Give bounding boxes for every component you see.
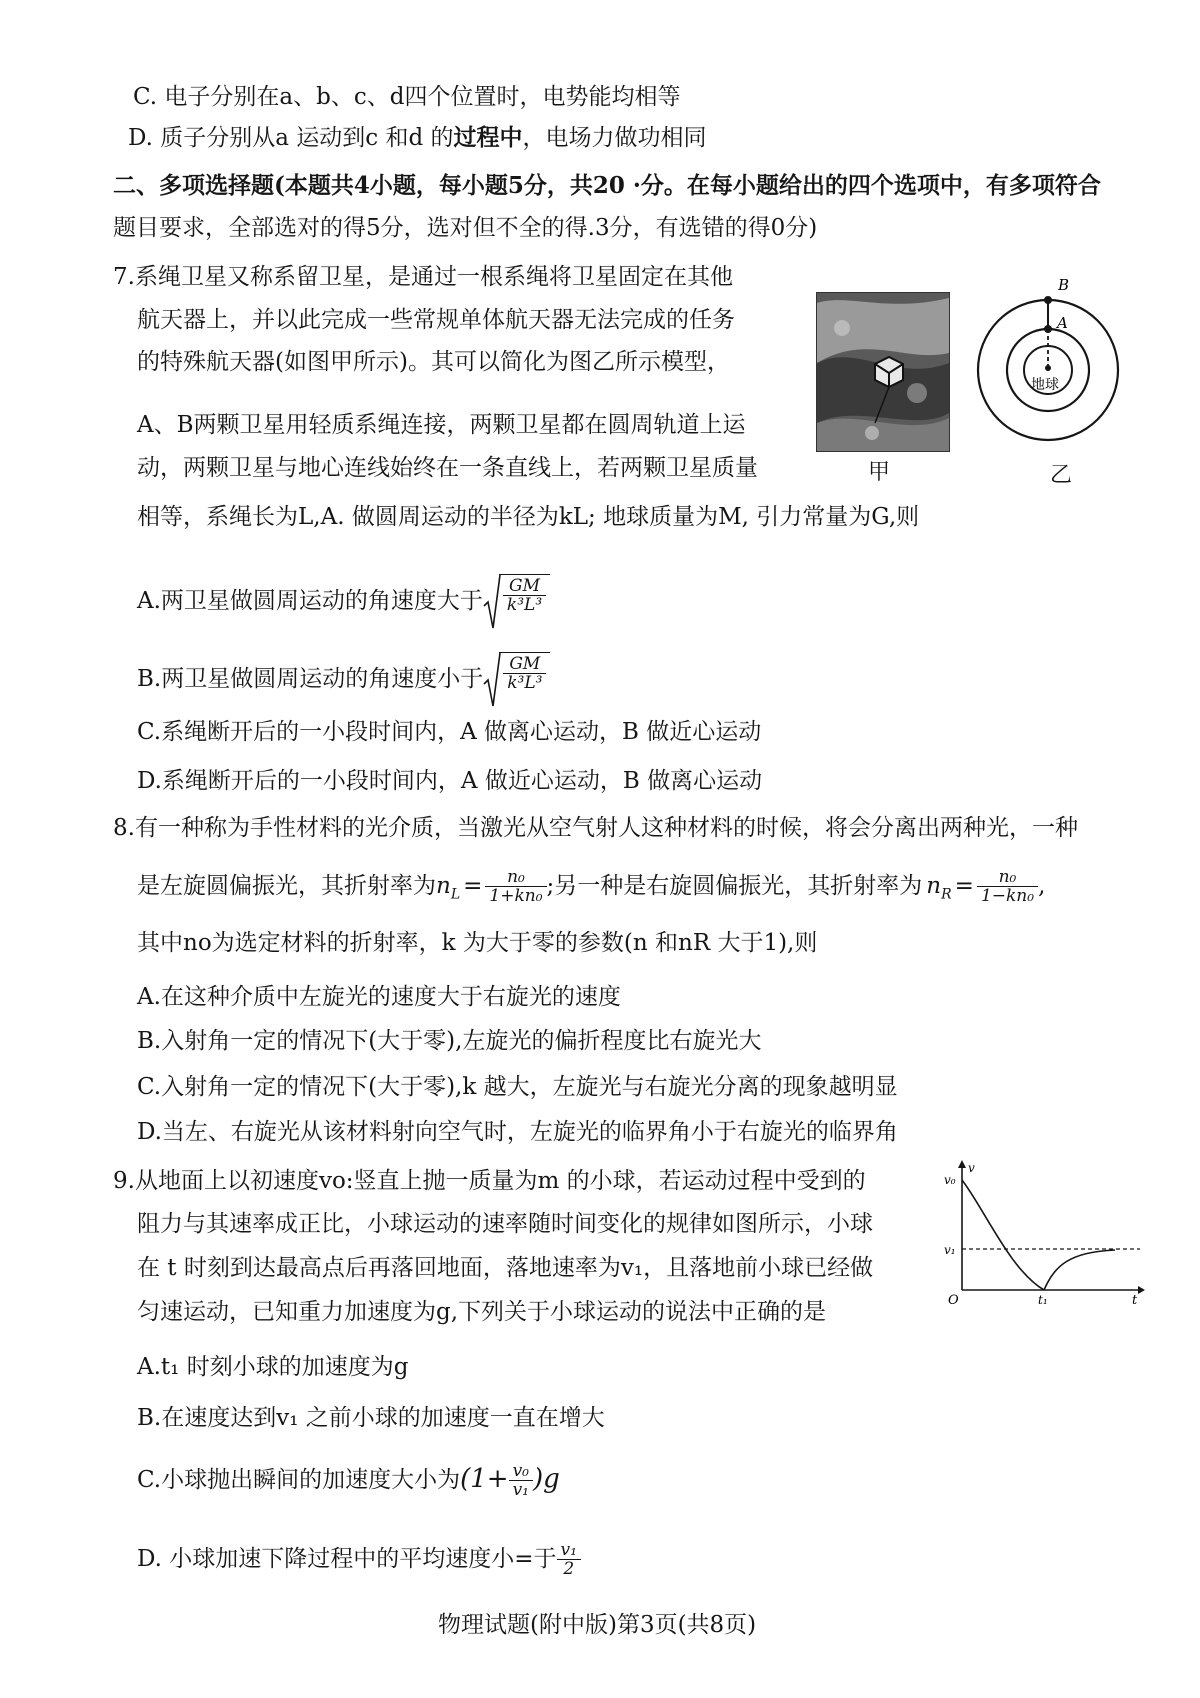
rising-phase-curve	[962, 1180, 1044, 1290]
q7-line-2: 航天器上，并以此完成一些常规单体航天器无法完成的任务	[137, 307, 735, 333]
nr-fraction	[977, 868, 1038, 906]
q8-line-3: 其中no为选定材料的折射率，k 为大于零的参数(n 和nR 大于1),则	[137, 930, 818, 956]
sqrt-numerator: GM	[503, 577, 546, 596]
nl-symbol: $n_L$	[436, 873, 461, 903]
nl-denominator: 1+kn₀	[489, 886, 543, 906]
section-heading-text: 二、多项选择题(本题共4小题，每小题5分，共20 ·分。在每小题给出的四个选项中，有多项符合	[113, 172, 1101, 199]
q6d-text-1: D. 质子分别从a 运动到c 和d 的	[128, 125, 454, 151]
tethered-satellite-photo-graphic	[817, 293, 949, 451]
q6d-text-2: ，电场力做功相同	[522, 125, 707, 151]
nl-numerator: n₀	[485, 868, 546, 887]
label-t1: t₁	[1038, 1293, 1048, 1305]
radical-sign-icon	[483, 652, 501, 708]
page-footer: 物理试题(附中版)第3页(共8页)	[438, 1612, 757, 1638]
c-close-paren: )g	[533, 1464, 560, 1494]
q9-line-1: 9.从地面上以初速度vo:竖直上抛一质量为m 的小球，若运动过程中受到的	[113, 1168, 866, 1194]
section-heading	[113, 171, 1101, 201]
q8-text-1: 是左旋圆偏振光，其折射率为	[137, 873, 436, 899]
v-axis-arrow-icon	[958, 1160, 966, 1168]
satellite-a-dot	[1044, 325, 1052, 333]
c-numerator: v₀	[509, 1462, 533, 1481]
q7-option-d: D.系绳断开后的一小段时间内，A 做近心运动，B 做离心运动	[137, 768, 763, 794]
sqrt-numerator: GM	[503, 655, 546, 674]
d-numerator: v₁	[557, 1541, 581, 1560]
c-open-paren: (1+	[460, 1464, 509, 1494]
sqrt-denominator: k³L³	[507, 673, 543, 693]
q9d-text: D. 小球加速下降过程中的平均速度小	[137, 1546, 515, 1572]
q8-line-1: 8.有一种称为手性材料的光介质，当激光从空气射人这种材料的时候，将会分离出两种光，一种	[113, 815, 1078, 841]
label-origin: O	[948, 1293, 959, 1305]
comma: ,	[1038, 873, 1046, 899]
nr-numerator: n₀	[977, 868, 1038, 887]
q7-line-5: 动，两颗卫星与地心连线始终在一条直线上，若两颗卫星质量	[137, 455, 758, 481]
label-earth: 地球	[1031, 377, 1059, 393]
q7-line-3: 的特殊航天器(如图甲所示)。其可以简化为图乙所示模型，	[137, 349, 730, 375]
label-v: v	[968, 1161, 975, 1175]
q7-option-a	[137, 574, 550, 630]
q8-option-d: D.当左、右旋光从该材料射向空气时，左旋光的临界角小于右旋光的临界角	[137, 1119, 898, 1145]
label-v0: v₀	[944, 1173, 956, 1187]
q9-option-a: A.t₁ 时刻小球的加速度为g	[137, 1354, 409, 1380]
q9-line-3: 在 t 时刻到达最高点后再落回地面，落地速率为v₁，且落地前小球已经做	[137, 1255, 874, 1281]
sqrt-expression-b	[483, 652, 550, 708]
q7a-text: A.两卫星做圆周运动的角速度大于	[137, 588, 483, 614]
q6-option-d	[128, 123, 707, 153]
figure-yi-caption: 乙	[1050, 463, 1073, 488]
q8-line-2	[137, 868, 1045, 910]
q7b-text: B.两卫星做圆周运动的角速度小于	[137, 666, 484, 692]
q6d-text-bold: 过程中	[453, 124, 523, 151]
radical-sign-icon	[483, 574, 501, 630]
q8-option-c: C.入射角一定的情况下(大于零),k 越大，左旋光与右旋光分离的现象越明显	[137, 1074, 898, 1100]
q9d-prefix: =于	[514, 1546, 557, 1572]
nr-denominator: 1−kn₀	[980, 886, 1035, 906]
d-fraction	[557, 1541, 581, 1579]
q8-option-b: B.入射角一定的情况下(大于零),左旋光的偏折程度比右旋光大	[137, 1028, 762, 1054]
sqrt-denominator: k³L³	[506, 595, 543, 615]
label-t: t	[1132, 1293, 1138, 1305]
q9-line-4: 匀速运动，已知重力加速度为g,下列关于小球运动的说法中正确的是	[137, 1299, 827, 1325]
label-a: A	[1057, 314, 1068, 332]
q8-option-a: A.在这种介质中左旋光的速度大于右旋光的速度	[137, 984, 621, 1010]
falling-phase-curve	[1044, 1250, 1115, 1290]
q9-option-b: B.在速度达到v₁ 之前小球的加速度一直在增大	[137, 1405, 605, 1431]
q8-text-2: ;另一种是右旋圆偏振光，其折射率为	[546, 873, 923, 899]
q7-line-4: A、B两颗卫星用轻质系绳连接，两颗卫星都在圆周轨道上运	[137, 412, 746, 438]
equals-sign: =	[463, 873, 483, 899]
velocity-time-graph	[940, 1160, 1145, 1305]
earth-center-dot	[1045, 365, 1051, 371]
q9-option-c	[137, 1462, 560, 1500]
label-v1: v₁	[944, 1243, 956, 1257]
q7-line-6: 相等，系绳长为L,A. 做圆周运动的半径为kL; 地球质量为M, 引力常量为G,则	[137, 504, 920, 530]
sqrt-expression-a	[483, 574, 550, 630]
q9-option-d	[137, 1541, 581, 1579]
d-denominator: 2	[563, 1559, 575, 1579]
q7-option-b	[137, 652, 550, 708]
equals-sign: =	[954, 873, 974, 899]
q9-line-2: 阻力与其速率成正比，小球运动的速率随时间变化的规律如图所示，小球	[137, 1211, 873, 1237]
q9c-text: C.小球抛出瞬间的加速度大小为	[137, 1467, 461, 1493]
nl-fraction	[485, 868, 546, 906]
c-denominator: v₁	[512, 1480, 529, 1500]
nr-symbol: $n_R$	[926, 873, 952, 903]
label-b: B	[1058, 276, 1070, 294]
figure-jia-caption: 甲	[868, 460, 891, 485]
tethered-satellite-photo	[816, 292, 950, 452]
orbit-diagram	[975, 270, 1130, 470]
q6-option-c: C. 电子分别在a、b、c、d四个位置时，电势能均相等	[133, 84, 681, 110]
q7-option-c: C.系绳断开后的一小段时间内，A 做离心运动，B 做近心运动	[137, 719, 762, 745]
t-axis-arrow-icon	[1138, 1286, 1145, 1294]
c-fraction	[509, 1462, 533, 1500]
satellite-b-dot	[1044, 296, 1052, 304]
q7-line-1: 7.系绳卫星又称系留卫星，是通过一根系绳将卫星固定在其他	[113, 264, 733, 290]
section-heading-2: 题目要求，全部选对的得5分，选对但不全的得.3分，有选错的得0分)	[113, 215, 818, 241]
